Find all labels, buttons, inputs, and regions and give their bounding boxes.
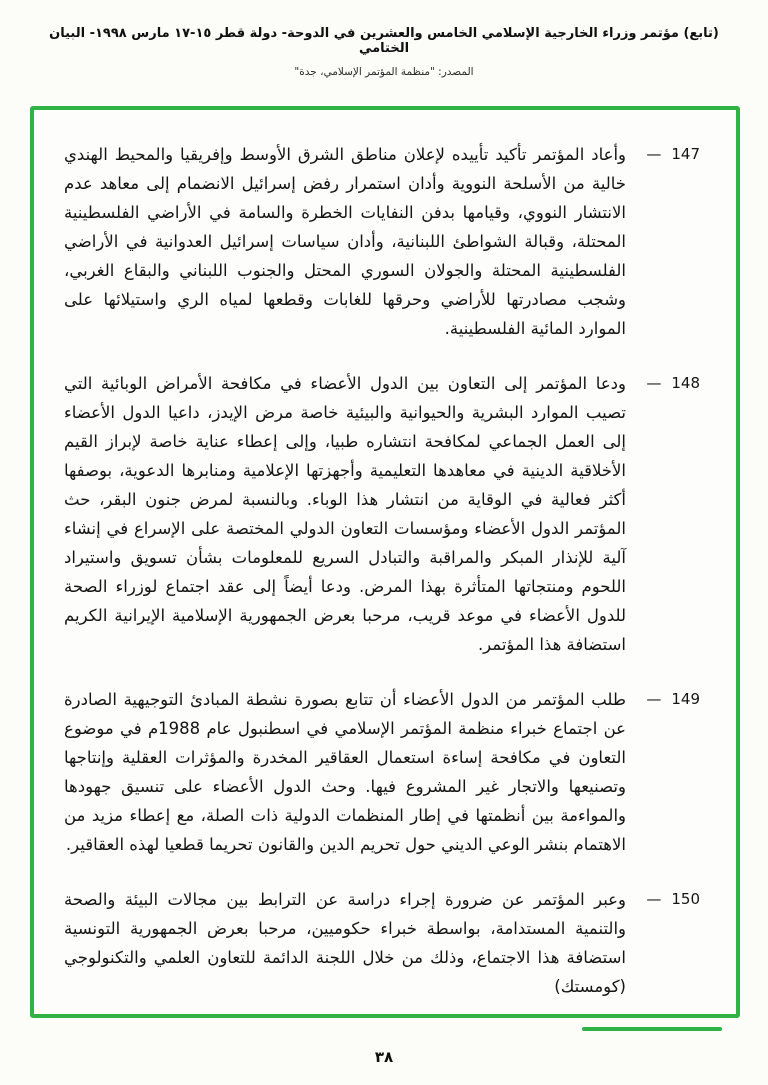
page-number: ٣٨ [374,1048,394,1066]
paragraph-marker [626,140,700,343]
paragraph-147 [64,140,700,343]
paragraph-number: 147 [671,145,700,163]
annotation-box [30,106,740,1018]
paragraph-text: ودعا المؤتمر إلى التعاون بين الدول الأعضاء في مكافحة الأمراض الوبائية التي تصيب الموارد البشرية والحيوانية والبيئية خاصة مرض الإيدز، داعيا الدول الأعضاء إلى العمل الجماعي لمكافحة انتشاره طبيا، وإلى إعطاء عناية خاصة لإبراز القيم الأخلاقية الدينية في معاهدها التعليمية وأجهزتها الإعلامية ومنابرها الدعوية، بوصفها أكثر فعالية في الوقاية من انتشار هذا الوباء. وبالنسبة لمرض جنون البقر، حث المؤتمر الدول الأعضاء ومؤسسات التعاون الدولي المختصة على الإسراع في إنشاء آلية للإنذار المبكر والمراقبة والتبادل السريع للمعلومات بشأن تسويق واستيراد اللحوم ومنتجاتها المتأثرة بهذا المرض. ودعا أيضاً إلى عقد اجتماع لوزراء الصحة للدول الأعضاء في موعد قريب، مرحبا بعرض الجمهورية الإسلامية الإيرانية الكريم استضافة هذا المؤتمر. [64,374,626,654]
paragraph-marker [626,369,700,659]
paragraph-dash: — [646,690,662,708]
paragraph-text: وعبر المؤتمر عن ضرورة إجراء دراسة عن الترابط بين مجالات البيئة والصحة والتنمية المستدامة، بواسطة خبراء حكوميين، مرحبا بعرض الجمهورية التونسية استضافة هذا الاجتماع، وذلك من خلال اللجنة الدائمة للتعاون العلمي والتكنولوجي (كومستك) [64,890,626,996]
source-line: المصدر: "منظمة المؤتمر الإسلامي، جدة" [294,66,474,78]
paragraph-marker [626,885,700,1001]
paragraph-148 [64,369,700,659]
paragraph-150 [64,885,700,1001]
document-header [0,0,768,78]
paragraph-dash: — [646,890,662,908]
paragraph-text: طلب المؤتمر من الدول الأعضاء أن تتابع بصورة نشطة المبادئ التوجيهية الصادرة عن اجتماع خبراء منظمة المؤتمر الإسلامي في اسطنبول عام 1988م في موضوع التعاون في مكافحة إساءة استعمال العقاقير المخدرة والمؤثرات العقلية وإنتاجها وتصنيعها والاتجار غير المشروع فيها. وحث الدول الأعضاء على تنسيق جهودها والمواءمة بين أنظمتها في إطار المنظمات الدولية ذات الصلة، مع إعطاء مزيد من الاهتمام بنشر الوعي الديني حول تحريم الدين والقانون تحريما قطعيا لهذه العقاقير. [64,690,626,854]
paragraph-text: وأعاد المؤتمر تأكيد تأييده لإعلان مناطق الشرق الأوسط وإفريقيا والمحيط الهندي خالية من الأسلحة النووية وأدان استمرار رفض إسرائيل الانضمام إلى معاهد عدم الانتشار النووي، وقيامها بدفن النفايات الخطرة والسامة في الأراضي الفلسطينية المحتلة، وقبالة الشواطئ اللبنانية، وأدان سياسات إسرائيل العدوانية في الأراضي الفلسطينية المحتلة والجولان السوري المحتل والجنوب اللبناني والبقاع الغربي، وشجب مصادرتها للأراضي وحرقها للغابات وقطعها لمياه الري واستيلائها على الموارد المائية الفلسطينية. [64,145,626,338]
paragraph-dash: — [646,374,662,392]
paragraph-number: 148 [671,374,700,392]
paragraph-number: 150 [671,890,700,908]
paragraph-number: 149 [671,690,700,708]
conference-header-title: (تابع) مؤتمر وزراء الخارجية الإسلامي الخامس والعشرين في الدوحة- دولة قطر ١٥-١٧ مارس ١٩٩٨- البيان الختامي [49,26,719,56]
paragraph-149 [64,685,700,859]
paragraph-dash: — [646,145,662,163]
paragraph-marker [626,685,700,859]
annotation-stroke-extra [582,1027,722,1031]
